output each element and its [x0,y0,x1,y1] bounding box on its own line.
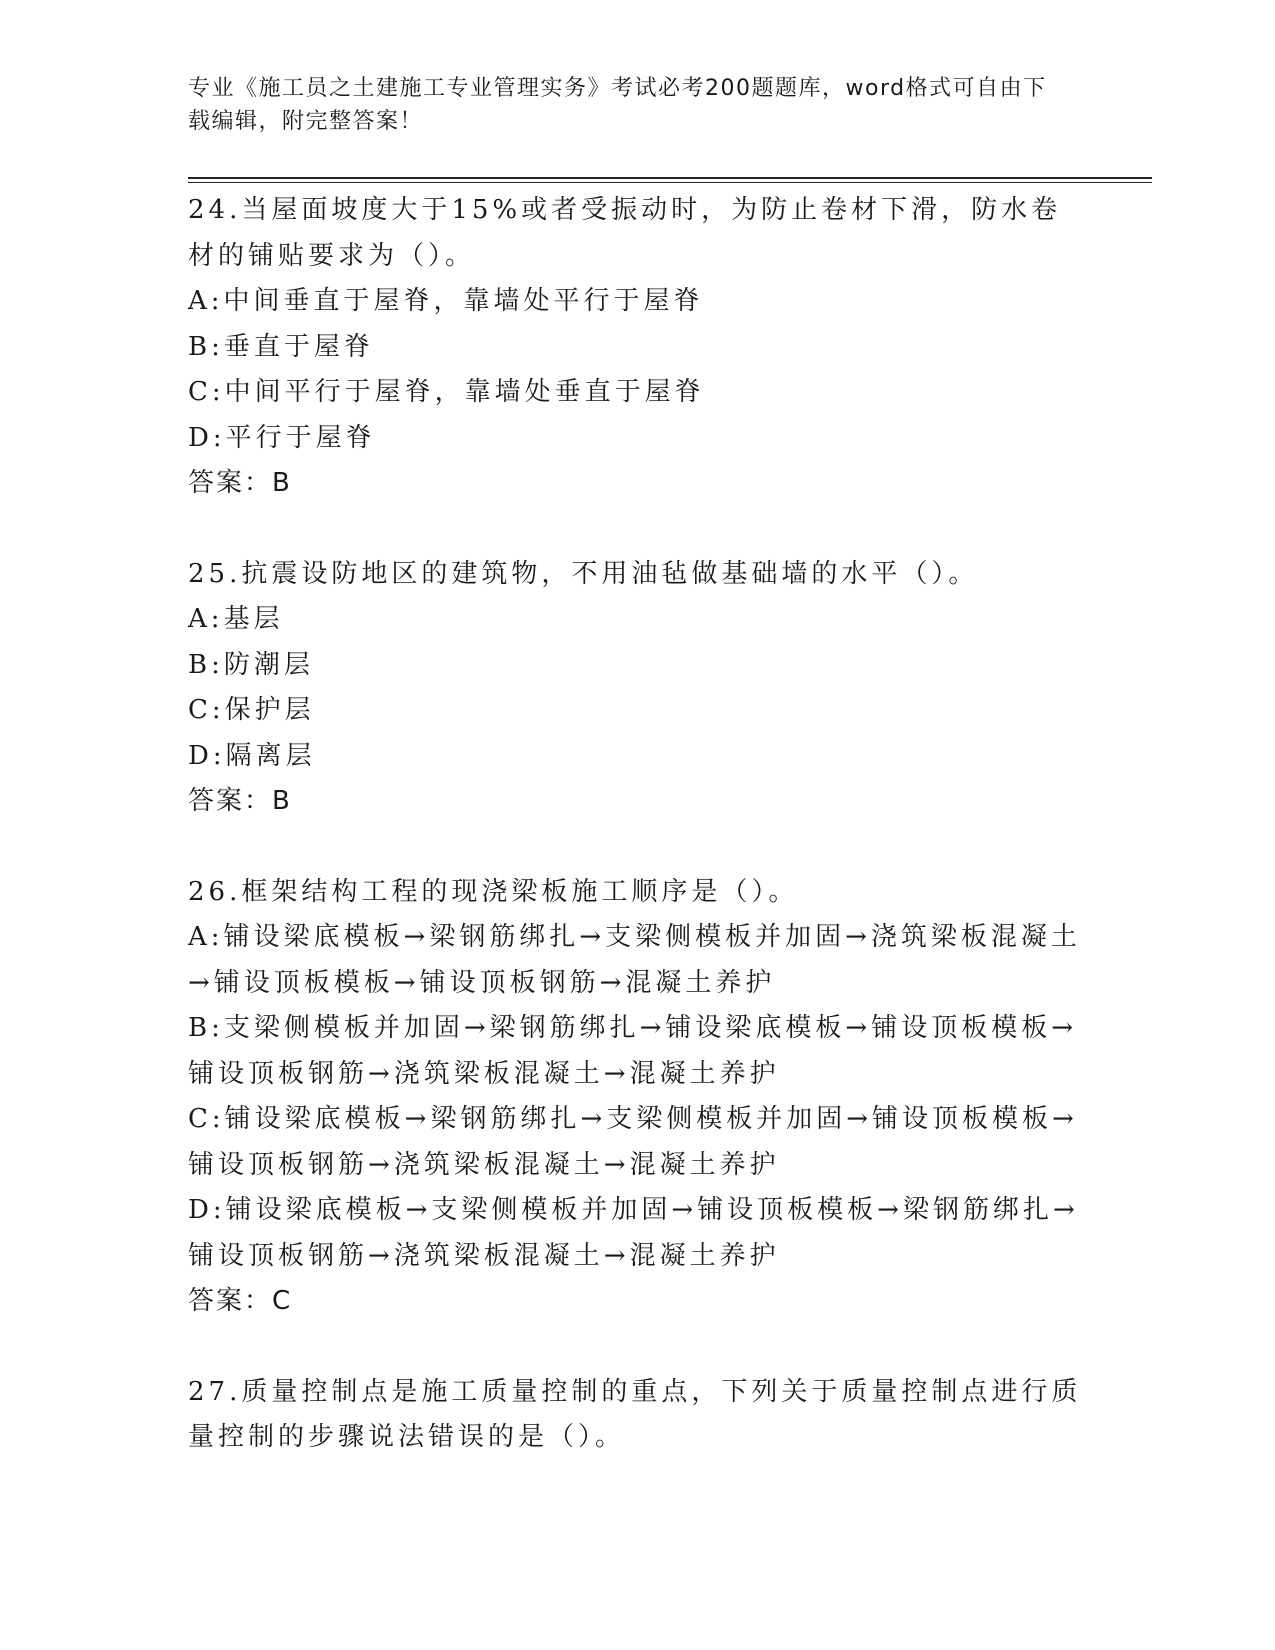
answer-label: 答案：C [188,1286,293,1316]
option-a: A:铺设梁底模板→梁钢筋绑扎→支梁侧模板并加固→浇筑梁板混凝土→铺设顶板模板→铺设顶板钢筋→混凝土养护 [188,922,1081,998]
answer-label: 答案：B [188,786,292,816]
option-d: D:平行于屋脊 [188,422,376,453]
question-list [188,188,1088,1506]
option-c: C:铺设梁底模板→梁钢筋绑扎→支梁侧模板并加固→铺设顶板模板→铺设顶板钢筋→浇筑梁板混凝土→混凝土养护 [188,1104,1078,1180]
question-text: 26.框架结构工程的现浇梁板施工顺序是（）。 [188,876,799,907]
question-24 [188,188,1088,507]
question-text: 25.抗震设防地区的建筑物，不用油毡做基础墙的水平（）。 [188,558,979,589]
answer-label: 答案：B [188,468,292,498]
header-divider-thin [188,182,1152,183]
option-a: A:中间垂直于屋脊，靠墙处平行于屋脊 [188,286,704,316]
option-b: B:防潮层 [188,649,314,680]
option-d: D:隔离层 [188,740,316,771]
question-text: 24.当屋面坡度大于15%或者受振动时，为防止卷材下滑，防水卷材的铺贴要求为（）。 [188,195,1062,271]
option-a: A:基层 [188,604,284,634]
question-25 [188,552,1088,825]
option-b: B:支梁侧模板并加固→梁钢筋绑扎→铺设梁底模板→铺设顶板模板→铺设顶板钢筋→浇筑梁板混凝土→混凝土养护 [188,1013,1078,1089]
option-c: C:中间平行于屋脊，靠墙处垂直于屋脊 [188,377,705,407]
option-c: C:保护层 [188,695,315,725]
question-27 [188,1370,1088,1461]
option-b: B:垂直于屋脊 [188,331,374,362]
option-d: D:铺设梁底模板→支梁侧模板并加固→铺设顶板模板→梁钢筋绑扎→铺设顶板钢筋→浇筑梁板混凝土→混凝土养护 [188,1195,1079,1271]
question-text: 27.质量控制点是施工质量控制的重点，下列关于质量控制点进行质量控制的步骤说法错误的是（）。 [188,1376,1082,1452]
question-26 [188,870,1088,1325]
header-divider-thick [188,177,1152,179]
document-header: 专业《施工员之土建施工专业管理实务》考试必考200题题库，word格式可自由下载编辑，附完整答案！ [188,76,1047,134]
